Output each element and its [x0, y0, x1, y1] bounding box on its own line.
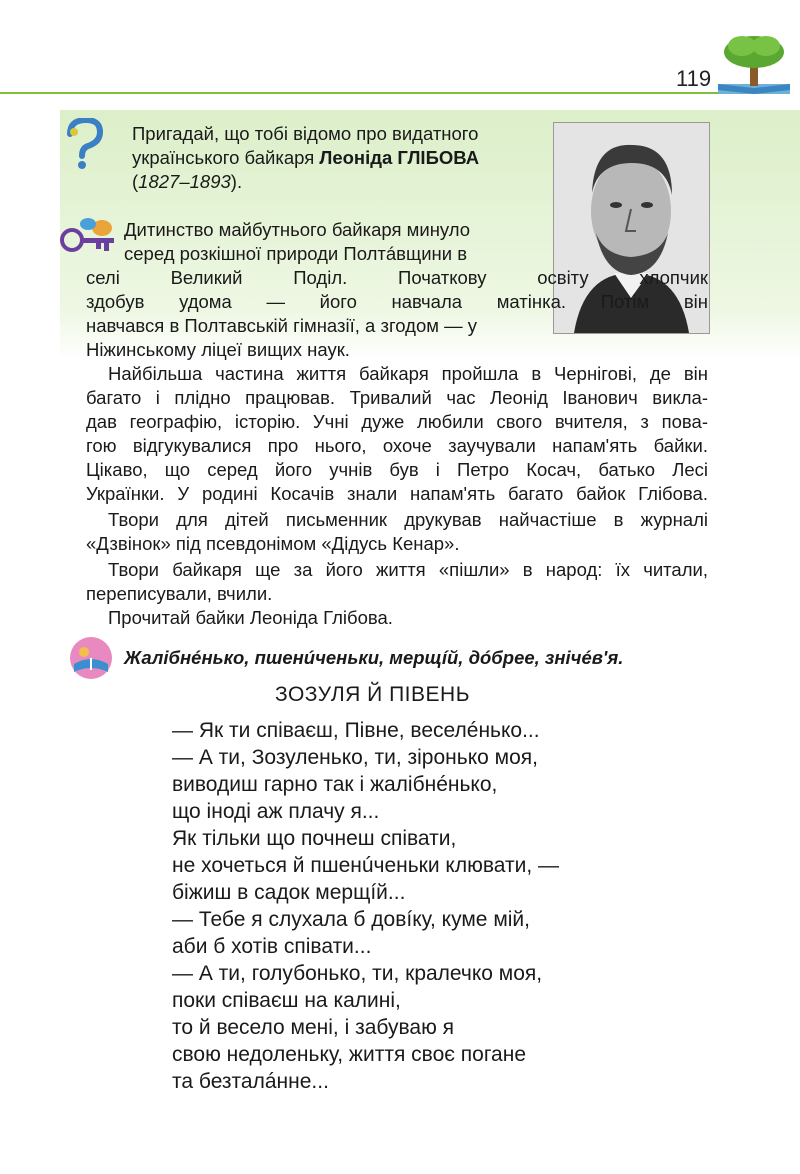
biography-line: Ніжинському ліцеї вищих наук. — [86, 339, 350, 360]
biography-lead: Дитинство майбутнього байкаря минуло серед розкішної природи Полтáвщини в — [124, 219, 471, 264]
paragraph-line: Твори байкаря ще за його життя «пішли» в народ: їх читали, — [108, 559, 708, 580]
paragraph-line: Цікаво, що серед його учнів був і Петро Косач, батько Лесі — [86, 459, 708, 480]
poem-line: — А ти, голубонько, ти, кралечко моя, — [172, 962, 543, 985]
paragraph-line: переписували, вчили. — [86, 583, 273, 604]
poem-line: біжиш в садок мерщíй... — [172, 881, 406, 904]
header-divider — [0, 92, 720, 94]
poem-line: то й весело мені, і забуваю я — [172, 1016, 455, 1039]
question-icon — [60, 118, 108, 170]
poem-line: Як тільки що почнеш співати, — [172, 827, 457, 850]
paragraph-line: дав географію, історію. Учні дуже любили свого вчителя, з пова- — [86, 411, 708, 432]
poem-line: аби б хотів співати... — [172, 935, 372, 958]
poem-line: свою недоленьку, життя своє погане — [172, 1043, 527, 1066]
biography-line: селі Великий Поділ. Початкову освіту хлопчик — [86, 267, 708, 288]
poem-line: що іноді аж плачу я... — [172, 800, 380, 823]
tree-book-icon — [712, 28, 796, 100]
poem-text — [172, 717, 559, 1095]
paragraph-line: «Дзвінок» під псевдонімом «Дідусь Кенар». — [86, 533, 460, 554]
intro-text: Пригадай, що тобі відомо про видатного українського байкаря Леоніда ГЛІБОВА (1827–1893). — [132, 123, 480, 192]
paragraph-line: багато і плідно працював. Тривалий час Леонід Іванович викла- — [86, 387, 708, 408]
paragraph-line: гою відгукувалися про нього, охоче заучували напам'ять байки. — [86, 435, 708, 456]
vocabulary-words: Жалібнéнько, пшенúченьки, мерщíй, дóбрее, знічéв'я. — [124, 647, 624, 668]
biography-line: здобув удома — його навчала матінка. Потім він — [86, 291, 708, 312]
paragraph-line: Найбільша частина життя байкаря пройшла в Чернігові, де він — [108, 363, 708, 384]
reading-task: Прочитай байки Леоніда Глібова. — [108, 607, 393, 628]
paragraph-line: Українки. У родині Косачів знали напам'ять багато байок Глібова. — [86, 483, 708, 504]
poem-line: не хочеться й пшенúченьки клювати, — — [172, 854, 560, 877]
key-icon — [58, 214, 122, 256]
biography-line: навчався в Полтавській гімназії, а згодом — у — [86, 315, 477, 336]
paragraph-line: Твори для дітей письменник друкував найчастіше в журналі — [108, 509, 708, 530]
poem-line: — Як ти співаєш, Півне, веселéнько... — [172, 719, 540, 742]
poem-title: ЗОЗУЛЯ Й ПІВЕНЬ — [275, 683, 470, 706]
poem-line: — А ти, Зозуленько, ти, зіронько моя, — [172, 746, 538, 769]
poem-line: — Тебе я слухала б довíку, куме мій, — [172, 908, 530, 931]
reading-book-icon — [66, 636, 116, 680]
page-number: 119 — [676, 66, 712, 91]
poem-line: та безталáнне... — [172, 1070, 329, 1093]
poem-line: виводиш гарно так і жалібнéнько, — [172, 773, 498, 796]
poem-line: поки співаєш на калині, — [172, 989, 401, 1012]
